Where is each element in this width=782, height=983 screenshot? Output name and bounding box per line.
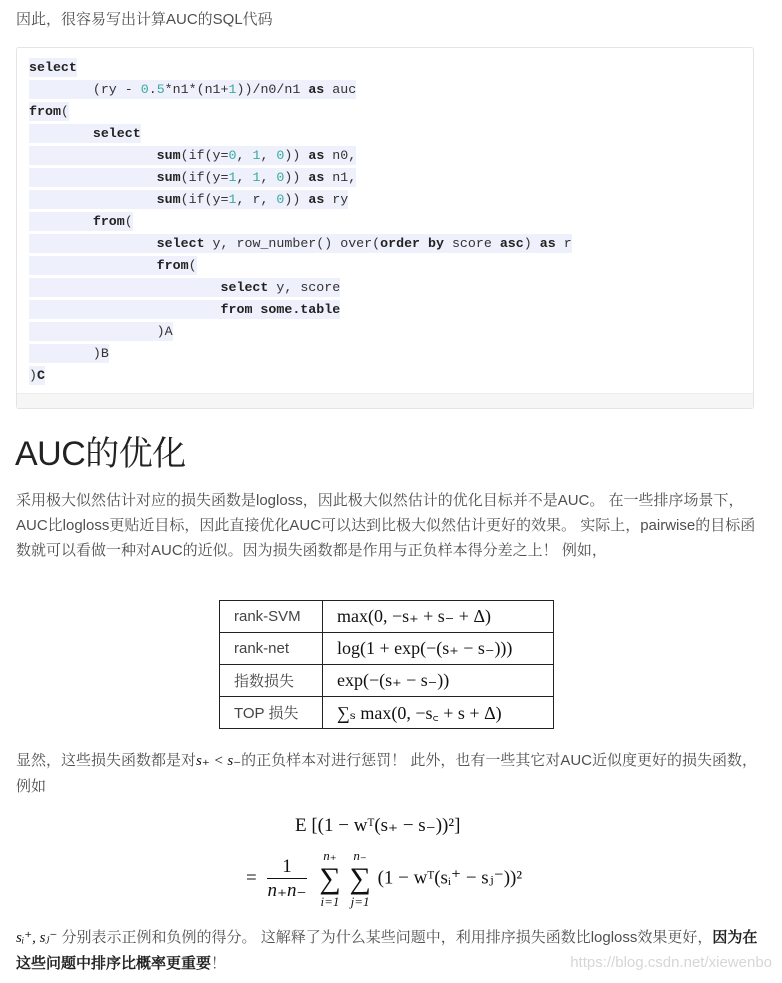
watermark: https://blog.csdn.net/xiewenbo <box>570 954 772 971</box>
loss-function-table <box>219 600 554 729</box>
loss-formula: ∑ₛ max(0, −s꜀ + s + Δ) <box>323 697 554 729</box>
sigma-icon: ∑ <box>349 862 371 895</box>
fraction <box>267 856 306 902</box>
code-line: (ry - 0.5*n1*(n1+1))/n0/n1 as auc <box>29 82 357 97</box>
code-line: sum(if(y=1, r, 0)) as ry <box>29 189 572 211</box>
code-line: )A <box>29 324 173 339</box>
equation-line-1: E [(1 − wᵀ(s₊ − s₋))²] <box>295 815 461 836</box>
loss-formula: log(1 + exp(−(s₊ − s₋))) <box>323 633 554 665</box>
table-row <box>220 697 554 729</box>
intro-text: 因此，很容易写出计算AUC的SQL代码 <box>16 11 273 28</box>
code-line: sum(if(y=1, 1, 0)) as n1, <box>29 167 572 189</box>
sum-j <box>349 848 370 910</box>
equation-line-2 <box>246 848 522 910</box>
sum-i <box>319 848 340 910</box>
horizontal-scrollbar[interactable] <box>17 393 753 408</box>
table-row <box>220 601 554 633</box>
sum-lower: i=1 <box>320 894 340 909</box>
sum-upper: n₊ <box>323 848 337 863</box>
inline-math: sᵢ⁺, sⱼ⁻ <box>16 930 58 946</box>
code-line: from( <box>29 255 572 277</box>
code-line: sum(if(y=0, 1, 0)) as n0, <box>29 145 572 167</box>
code-line: select <box>29 60 77 75</box>
code-line: select <box>29 123 572 145</box>
text: 分别表示正例和负例的得分。 这解释了为什么某些问题中，利用排序损失函数比logloss效果更好， <box>57 929 713 946</box>
loss-name: rank-net <box>220 633 323 665</box>
sum-lower: j=1 <box>350 894 370 909</box>
table-row <box>220 633 554 665</box>
denominator: n₊n₋ <box>267 880 307 901</box>
loss-formula: exp(−(s₊ − s₋)) <box>323 665 554 697</box>
section-title: AUC的优化 <box>15 435 186 473</box>
code-line: select y, row_number() over(order by score asc) as r <box>29 233 572 255</box>
code-line: from( <box>29 104 69 119</box>
text: ！ <box>211 955 227 972</box>
code-line: )C <box>29 368 45 383</box>
loss-name: TOP 损失 <box>220 697 323 729</box>
paragraph-intro: 采用极大似然估计对应的损失函数是logloss，因此极大似然估计的优化目标并不是AUC。 在一些排序场景下，AUC比logloss更贴近目标，因此直接优化AUC可以达到比极大似然估计更好的效果。 实际上，pairwise的目标函数就可以看做一种对AUC的近似。因为损失函数都是作用与正负样本得分差之上！ 例如， <box>16 492 756 559</box>
code-line: from some.table <box>29 299 572 321</box>
code-line: )B <box>29 346 109 361</box>
loss-name: rank-SVM <box>220 601 323 633</box>
loss-formula: max(0, −s₊ + s₋ + Δ) <box>323 601 554 633</box>
equals-sign: = <box>246 867 257 889</box>
text: 显然，这些损失函数都是对 <box>16 752 197 769</box>
table-row <box>220 665 554 697</box>
text: 的正负样本对进行惩罚！ 此外，也有一些其它对AUC近似度更好的损失函数，例如 <box>16 752 757 795</box>
sql-code <box>29 57 572 387</box>
paragraph-penalty <box>16 748 764 799</box>
code-line: from( <box>29 211 572 233</box>
sum-upper: n₋ <box>353 848 367 863</box>
sigma-icon: ∑ <box>319 862 341 895</box>
code-block[interactable] <box>16 47 754 409</box>
summand: (1 − wᵀ(sᵢ⁺ − sⱼ⁻))² <box>377 867 523 889</box>
numerator: 1 <box>267 856 306 879</box>
inline-math: s₊ < s₋ <box>196 753 242 769</box>
code-line: select y, score <box>29 277 572 299</box>
loss-name: 指数损失 <box>220 665 323 697</box>
bold-text: 因为在这些问题中排序比概率更重要 <box>16 929 758 972</box>
